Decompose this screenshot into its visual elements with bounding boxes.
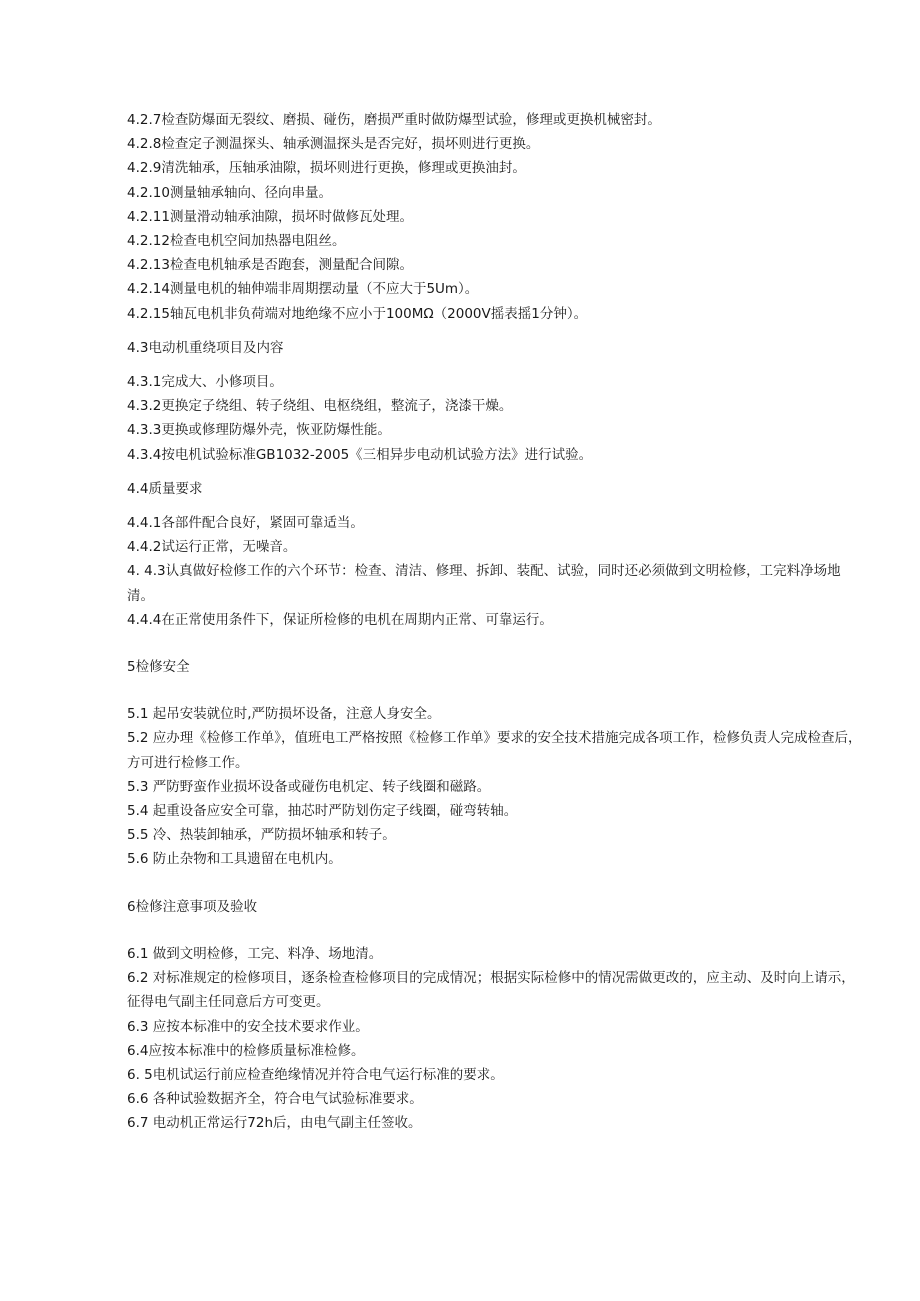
- list-item: 4.3.2更换定子绕组、转子绕组、电枢绕组，整流子，浇漆干燥。: [127, 398, 513, 415]
- list-item: 6.4应按本标准中的检修质量标准检修。: [127, 1042, 365, 1059]
- list-item: 4.4.1各部件配合良好，紧固可靠适当。: [127, 515, 364, 532]
- section-5-list: [127, 702, 867, 871]
- section-4-3-list: [127, 370, 867, 467]
- list-item: 4.2.10测量轴承轴向、径向串量。: [127, 184, 332, 201]
- list-item: 4.2.8检查定子测温探头、轴承测温探头是否完好，损坏则进行更换。: [127, 136, 540, 153]
- section-heading-5: 5检修安全: [127, 659, 190, 676]
- list-item: 6.1 做到文明检修，工完、料净、场地清。: [127, 945, 383, 962]
- list-item: 5.1 起吊安装就位时,严防损坏设备，注意人身安全。: [127, 706, 441, 723]
- list-item: 4.2.12检查电机空间加热器电阻丝。: [127, 233, 346, 250]
- section-heading-4-3: 4.3电动机重绕项目及内容: [127, 339, 284, 356]
- list-item: 4.3.1完成大、小修项目。: [127, 374, 283, 391]
- list-item: 4.2.7检查防爆面无裂纹、磨损、碰伤，磨损严重时做防爆型试验，修理或更换机械密封。: [127, 112, 661, 128]
- list-item: 5.5 冷、热装卸轴承，严防损坏轴承和转子。: [127, 827, 396, 844]
- list-item: 5.3 严防野蛮作业损坏设备或碰伤电机定、转子线圈和磁路。: [127, 778, 491, 795]
- list-item: 4.2.13检查电机轴承是否跑套，测量配合间隙。: [127, 257, 413, 274]
- list-item: 4. 4.3认真做好检修工作的六个环节：检查、清洁、修理、拆卸、装配、试验，同时还必须做到文明检修，工完料净场地清。: [127, 563, 841, 604]
- list-item: 4.3.4按电机试验标准GB1032-2005《三相异步电动机试验方法》进行试验。: [127, 446, 593, 463]
- list-item: 6.3 应按本标准中的安全技术要求作业。: [127, 1018, 369, 1035]
- list-item: 5.2 应办理《检修工作单》，值班电工严格按照《检修工作单》要求的安全技术措施完成各项工作，检修负责人完成检查后，方可进行检修工作。: [127, 730, 862, 771]
- document-page: [127, 108, 867, 1136]
- list-item: 4.2.14测量电机的轴伸端非周期摆动量（不应大于5Um）。: [127, 281, 479, 298]
- list-item: 6.7 电动机正常运行72h后，由电气副主任签收。: [127, 1115, 422, 1132]
- list-item: 4.4.4在正常使用条件下，保证所检修的电机在周期内正常、可靠运行。: [127, 611, 553, 628]
- list-item: 4.3.3更换或修理防爆外壳，恢亚防爆性能。: [127, 422, 391, 439]
- list-item: 6. 5电机试运行前应检查绝缘情况并符合电气运行标准的要求。: [127, 1066, 504, 1083]
- list-item: 4.2.15轴瓦电机非负荷端对地绝缘不应小于100MΩ（2000V摇表摇1分钟）。: [127, 305, 588, 322]
- section-6-list: [127, 942, 867, 1136]
- list-item: 6.2 对标准规定的检修项目，逐条检查检修项目的完成情况；根据实际检修中的情况需做更改的，应主动、及时向上请示，征得电气副主任同意后方可变更。: [127, 970, 855, 1011]
- section-4-4-list: [127, 511, 867, 632]
- list-item: 6.6 各种试验数据齐全，符合电气试验标准要求。: [127, 1091, 423, 1108]
- list-item: 5.4 起重设备应安全可靠，抽芯时严防划伤定子线圈，碰弯转轴。: [127, 803, 518, 820]
- list-item: 4.2.11测量滑动轴承油隙，损坏时做修瓦处理。: [127, 208, 413, 225]
- list-item: 4.4.2试运行正常，无噪音。: [127, 539, 297, 556]
- section-4-2-list: [127, 108, 867, 326]
- section-heading-4-4: 4.4质量要求: [127, 480, 203, 497]
- list-item: 5.6 防止杂物和工具遗留在电机内。: [127, 851, 342, 868]
- list-item: 4.2.9清洗轴承，压轴承油隙，损坏则进行更换，修理或更换油封。: [127, 160, 526, 177]
- section-heading-6: 6检修注意事项及验收: [127, 898, 258, 915]
